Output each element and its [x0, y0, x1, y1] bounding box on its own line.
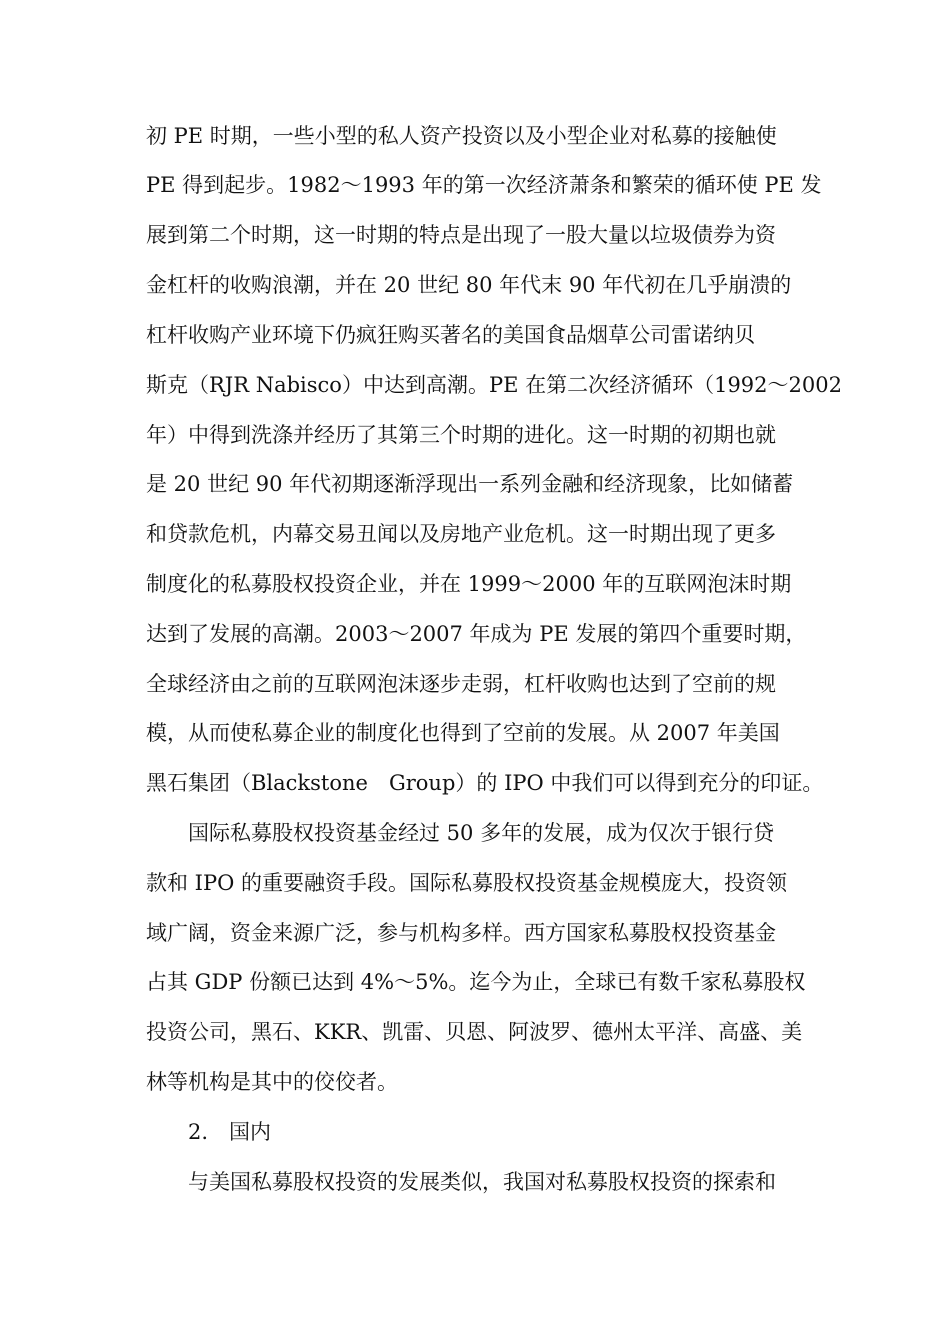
text-line: 域广阔，资金来源广泛，参与机构多样。西方国家私募股权投资基金 — [146, 921, 776, 945]
text-line: 投资公司，黑石、KKR、凯雷、贝恩、阿波罗、德州太平洋、高盛、美 — [146, 1020, 803, 1044]
text-line: 杠杆收购产业环境下仍疯狂购买著名的美国食品烟草公司雷诺纳贝 — [146, 323, 755, 347]
text-line: 模，从而使私募企业的制度化也得到了空前的发展。从 2007 年美国 — [146, 721, 780, 745]
text-line: 占其 GDP 份额已达到 4%～5%。迄今为止，全球已有数千家私募股权 — [146, 970, 806, 994]
section-heading: 2. 国内 — [188, 1120, 272, 1144]
text-line: PE 得到起步。1982～1993 年的第一次经济萧条和繁荣的循环使 PE 发 — [146, 173, 822, 197]
text-line: 黑石集团（Blackstone Group）的 IPO 中我们可以得到充分的印证。 — [146, 771, 824, 795]
text-line: 展到第二个时期，这一时期的特点是出现了一股大量以垃圾债券为资 — [146, 223, 776, 247]
text-line: 款和 IPO 的重要融资手段。国际私募股权投资基金规模庞大，投资领 — [146, 871, 787, 895]
paragraph-first-line: 国际私募股权投资基金经过 50 多年的发展，成为仅次于银行贷 — [188, 821, 775, 845]
text-line: 全球经济由之前的互联网泡沫逐步走弱，杠杆收购也达到了空前的规 — [146, 672, 776, 696]
paragraph-first-line: 与美国私募股权投资的发展类似，我国对私募股权投资的探索和 — [188, 1170, 776, 1194]
text-line: 和贷款危机，内幕交易丑闻以及房地产业危机。这一时期出现了更多 — [146, 522, 776, 546]
text-line: 初 PE 时期，一些小型的私人资产投资以及小型企业对私募的接触使 — [146, 124, 777, 148]
text-line: 达到了发展的高潮。2003～2007 年成为 PE 发展的第四个重要时期， — [146, 622, 807, 646]
text-line: 林等机构是其中的佼佼者。 — [146, 1070, 398, 1094]
text-line: 斯克（RJR Nabisco）中达到高潮。PE 在第二次经济循环（1992～2002 — [146, 373, 842, 397]
text-line: 是 20 世纪 90 年代初期逐渐浮现出一系列金融和经济现象，比如储蓄 — [146, 472, 794, 496]
text-line: 制度化的私募股权投资企业，并在 1999～2000 年的互联网泡沫时期 — [146, 572, 792, 596]
text-line: 金杠杆的收购浪潮，并在 20 世纪 80 年代末 90 年代初在几乎崩溃的 — [146, 273, 792, 297]
text-line: 年）中得到洗涤并经历了其第三个时期的进化。这一时期的初期也就 — [146, 423, 776, 447]
